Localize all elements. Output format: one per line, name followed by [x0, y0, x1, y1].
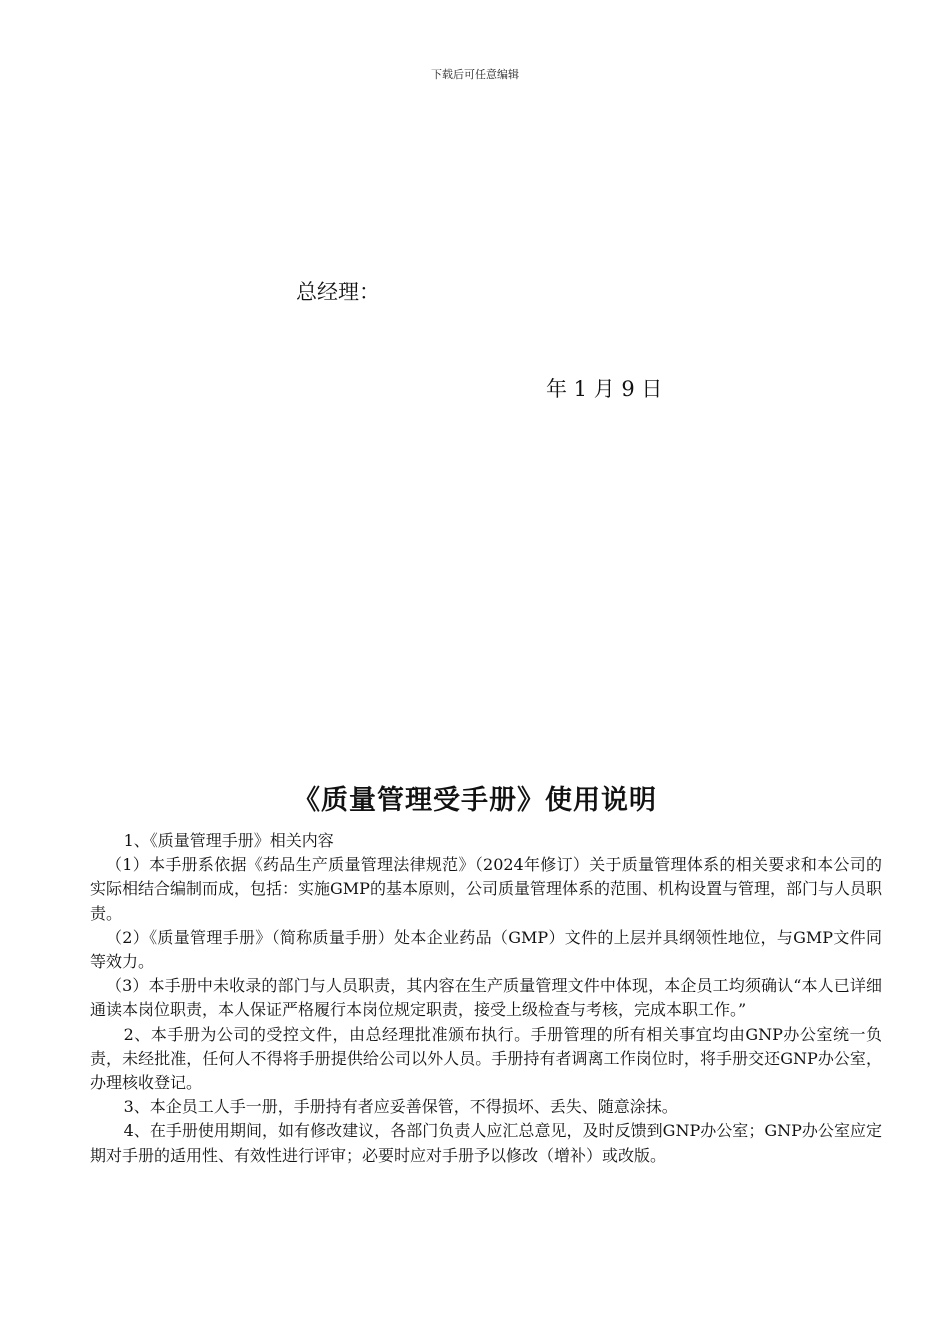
paragraph-1-2: （2）《质量管理手册》（简称质量手册）处本企业药品（GMP）文件的上层并具纲领性地位，与GMP文件同等效力。	[90, 927, 882, 972]
paragraph-3: 3、本企员工人手一册，手册持有者应妥善保管，不得损坏、丢失、随意涂抹。	[123, 1097, 678, 1117]
general-manager-label: 总经理：	[296, 280, 380, 304]
signature-date: 年 1 月 9 日	[546, 377, 663, 401]
paragraph-1-1: （1）本手册系依据《药品生产质量管理法律规范》（2024年修订）关于质量管理体系的相关要求和本公司的实际相结合编制而成，包括：实施GMP的基本原则，公司质量管理体系的范围、机构设置与管理，部门与人员职责。	[90, 855, 882, 923]
paragraph-1: 1、《质量管理手册》相关内容	[123, 831, 334, 850]
paragraph-1-3: （3）本手册中未收录的部门与人员职责，其内容在生产质量管理文件中体现，本企员工均须确认“本人已详细通读本岗位职责，本人保证严格履行本岗位规定职责，接受上级检查与考核，完成本职工作。”	[90, 976, 882, 1020]
document-body	[90, 829, 882, 1168]
header-note: 下载后可任意编辑	[431, 68, 519, 81]
document-title: 《质量管理受手册》使用说明	[293, 785, 657, 816]
paragraph-2: 2、本手册为公司的受控文件，由总经理批准颁布执行。手册管理的所有相关事宜均由GNP办公室统一负责，未经批准，任何人不得将手册提供给公司以外人员。手册持有者调离工作岗位时，将手册交还GNP办公室，办理核收登记。	[90, 1024, 882, 1093]
paragraph-4: 4、在手册使用期间，如有修改建议，各部门负责人应汇总意见，及时反馈到GNP办公室；GNP办公室应定期对手册的适用性、有效性进行评审；必要时应对手册予以修改（增补）或改版。	[90, 1121, 882, 1165]
